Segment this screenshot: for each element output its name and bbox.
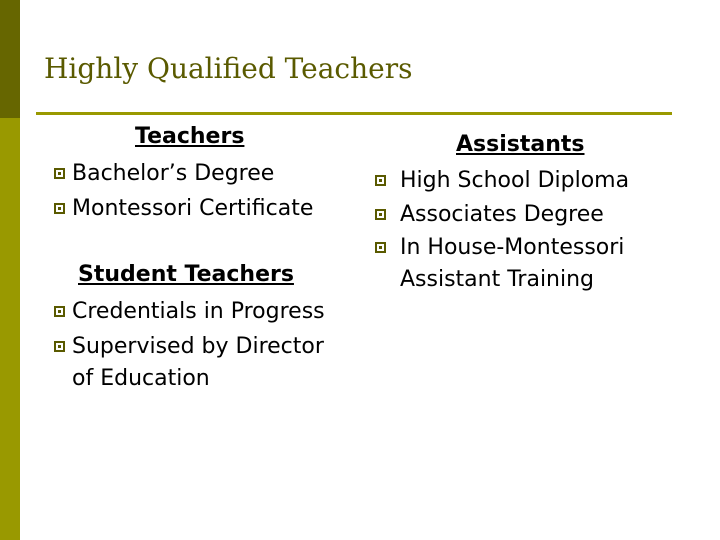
bullet-icon [54, 306, 65, 317]
list-item: Supervised by Director of Education [72, 334, 324, 391]
bullet-icon [375, 175, 386, 186]
bullet-icon [375, 209, 386, 220]
list-item: High School Diploma [400, 168, 630, 193]
bullet-icon [375, 242, 386, 253]
title-underline-rule [36, 112, 672, 115]
list-item: Montessori Certificate [72, 196, 314, 221]
student-teachers-heading: Student Teachers [78, 262, 294, 287]
bullet-icon [54, 203, 65, 214]
teachers-heading: Teachers [135, 124, 245, 149]
assistants-heading: Assistants [456, 132, 585, 157]
slide-title: Highly Qualified Teachers [44, 52, 413, 85]
list-item: Credentials in Progress [72, 299, 325, 324]
bullet-icon [54, 341, 65, 352]
bullet-icon [54, 168, 65, 179]
accent-stripe-dark [0, 0, 20, 118]
list-item: Associates Degree [400, 202, 604, 227]
accent-stripe-light [0, 118, 20, 540]
list-item: In House-Montessori Assistant Training [400, 235, 625, 292]
list-item: Bachelor’s Degree [72, 161, 275, 186]
